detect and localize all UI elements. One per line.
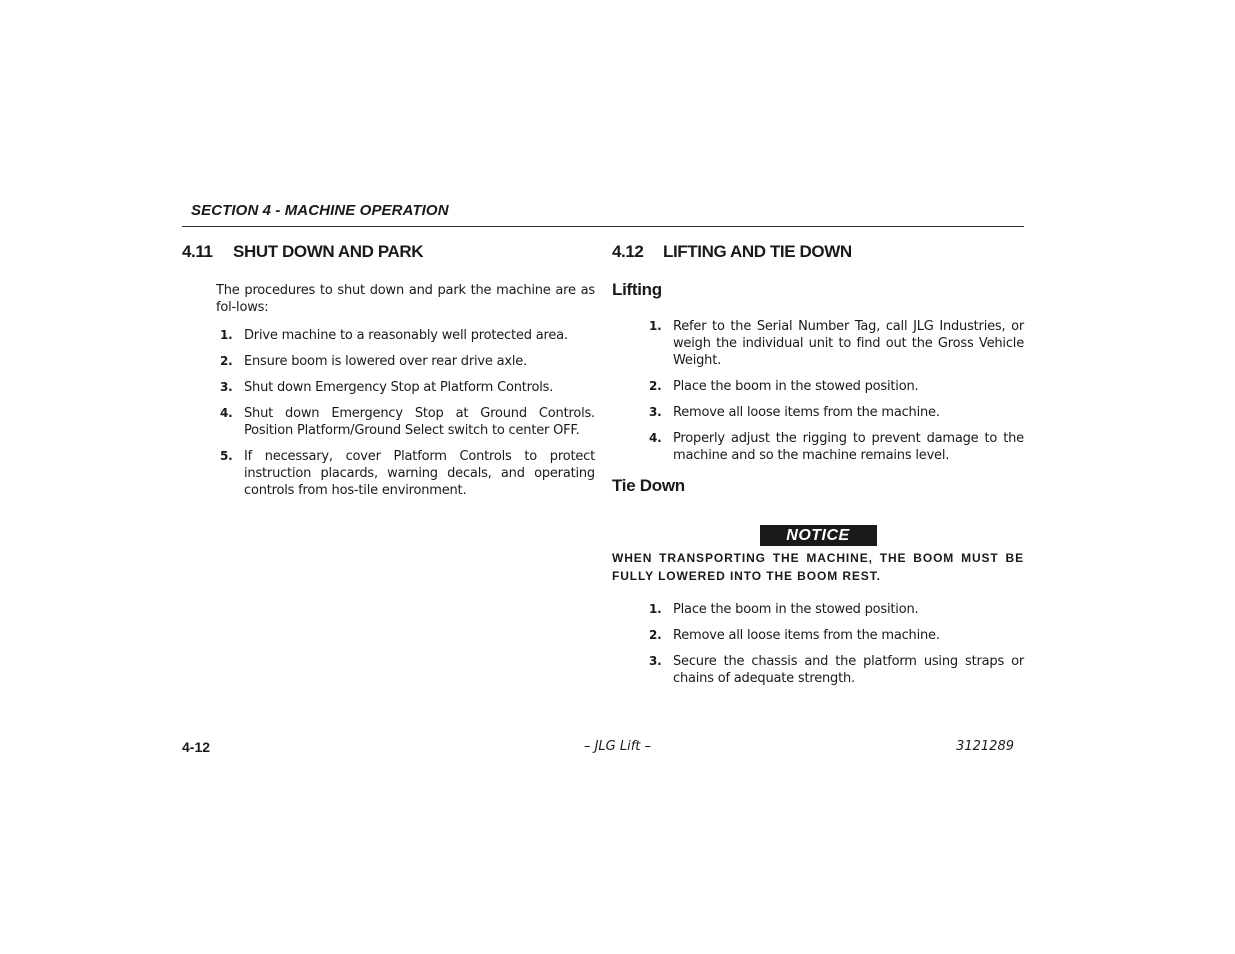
step-number: 4. (220, 406, 233, 420)
lifting-step (649, 318, 1024, 369)
tiedown-step (649, 627, 1024, 644)
lifting-tiedown-column (612, 240, 1024, 696)
step-number: 1. (220, 328, 233, 342)
footer-doc-number: 3121289 (956, 739, 1014, 754)
step-text: Drive machine to a reasonably well protected area. (244, 328, 568, 343)
shutdown-intro: The procedures to shut down and park the machine are as fol-lows: (216, 283, 595, 315)
step-number: 2. (220, 354, 233, 368)
notice-badge: NOTICE (760, 525, 877, 546)
shutdown-steps (220, 327, 595, 499)
step-text: If necessary, cover Platform Controls to protect instruction placards, warning decals, and operating controls from hos-tile environment. (244, 449, 595, 498)
step-text: Properly adjust the rigging to prevent damage to the machine and so the machine remains level. (673, 431, 1024, 463)
shutdown-column (182, 240, 595, 508)
step-number: 3. (649, 654, 662, 668)
lifting-subheading: Lifting (612, 280, 662, 299)
section-header-title: SECTION 4 - MACHINE OPERATION (191, 202, 449, 219)
footer-page-number: 4-12 (182, 739, 211, 755)
step-text: Remove all loose items from the machine. (673, 628, 940, 643)
lifting-section-number: 4.12 (612, 242, 644, 261)
footer-center-title: – JLG Lift – (583, 739, 652, 754)
shutdown-step (220, 405, 595, 439)
tiedown-step (649, 601, 1024, 618)
step-number: 4. (649, 431, 662, 445)
step-number: 2. (649, 379, 662, 393)
step-number: 1. (649, 602, 662, 616)
shutdown-heading (182, 240, 595, 264)
step-number: 1. (649, 319, 662, 333)
step-text: Remove all loose items from the machine. (673, 405, 940, 420)
lifting-steps (649, 318, 1024, 464)
lifting-step (649, 378, 1024, 395)
step-text: Secure the chassis and the platform using straps or chains of adequate strength. (673, 654, 1024, 686)
step-number: 3. (649, 405, 662, 419)
shutdown-step (220, 379, 595, 396)
step-text: Refer to the Serial Number Tag, call JLG Industries, or weigh the individual unit to find out the Gross Vehicle Weight. (673, 319, 1024, 368)
step-number: 5. (220, 449, 233, 463)
header-divider (182, 226, 1024, 227)
lifting-section-title: LIFTING AND TIE DOWN (663, 242, 852, 261)
shutdown-step (220, 353, 595, 370)
notice-block (612, 525, 1024, 546)
shutdown-step (220, 448, 595, 499)
step-text: Shut down Emergency Stop at Platform Controls. (244, 380, 554, 395)
lifting-step (649, 430, 1024, 464)
lifting-step (649, 404, 1024, 421)
step-text: Place the boom in the stowed position. (673, 379, 919, 394)
step-text: Place the boom in the stowed position. (673, 602, 919, 617)
shutdown-section-number: 4.11 (182, 242, 213, 261)
notice-text: WHEN TRANSPORTING THE MACHINE, THE BOOM MUST BE FULLY LOWERED INTO THE BOOM REST. (612, 551, 1024, 583)
tiedown-subheading: Tie Down (612, 476, 685, 495)
tiedown-steps (649, 601, 1024, 687)
step-number: 3. (220, 380, 233, 394)
shutdown-section-title: SHUT DOWN AND PARK (233, 242, 424, 261)
shutdown-step (220, 327, 595, 344)
step-text: Ensure boom is lowered over rear drive axle. (244, 354, 528, 369)
step-number: 2. (649, 628, 662, 642)
lifting-tiedown-heading (612, 240, 1024, 264)
step-text: Shut down Emergency Stop at Ground Controls. Position Platform/Ground Select switch to center OFF. (244, 406, 595, 438)
tiedown-step (649, 653, 1024, 687)
